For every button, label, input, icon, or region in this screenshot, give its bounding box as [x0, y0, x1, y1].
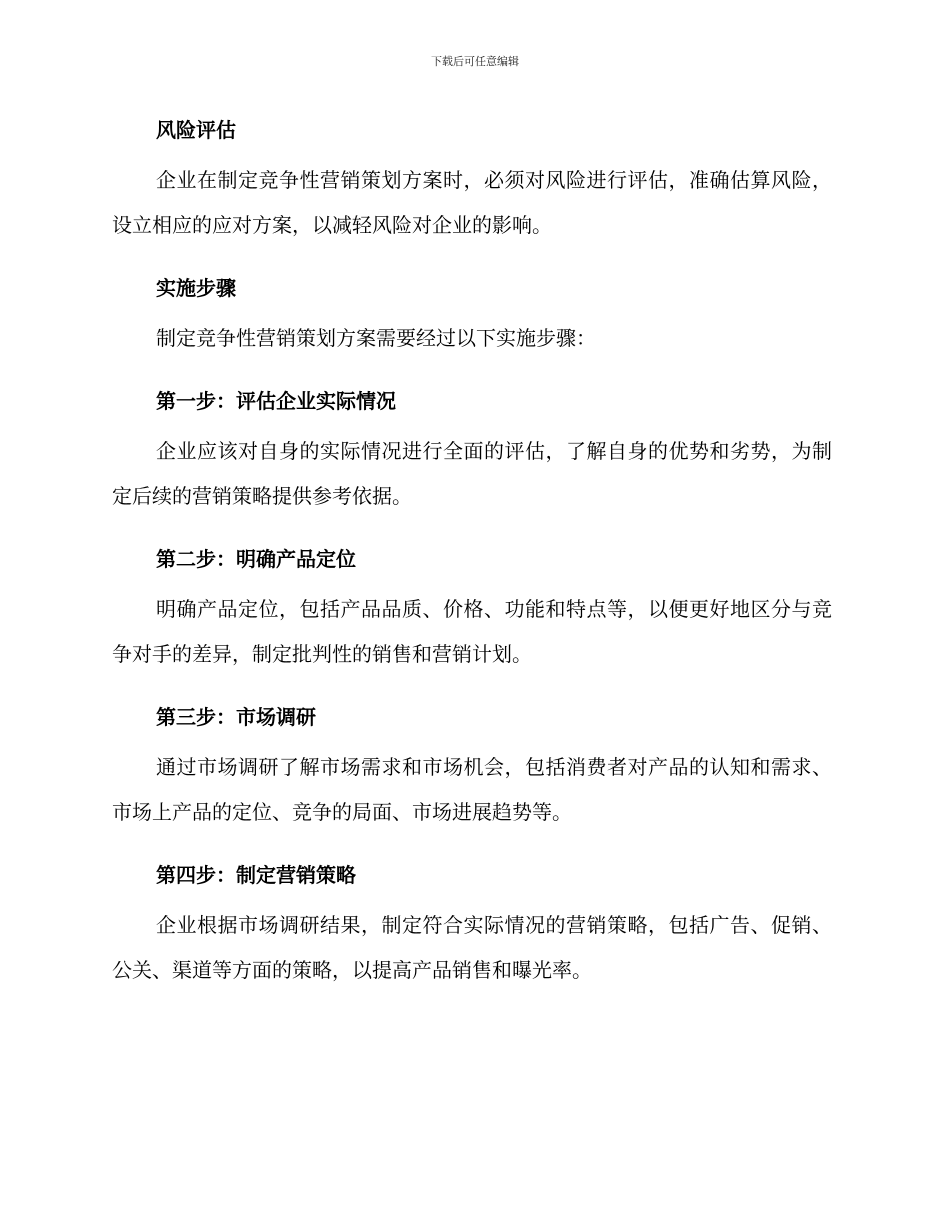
paragraph-step-three: 通过市场调研了解市场需求和市场机会，包括消费者对产品的认知和需求、市场上产品的定位、竞争的局面、市场进展趋势等。 [112, 755, 832, 824]
document-body [112, 112, 832, 993]
section-heading-implementation-steps: 实施步骤 [156, 276, 236, 300]
section-heading-risk-assessment: 风险评估 [156, 118, 236, 142]
section-heading-step-one: 第一步：评估企业实际情况 [156, 389, 396, 413]
section-heading-step-four: 第四步：制定营销策略 [156, 863, 356, 887]
section-heading-step-three: 第三步：市场调研 [156, 705, 316, 729]
section-heading-step-two: 第二步：明确产品定位 [156, 547, 356, 571]
page-header: 下载后可任意编辑 [431, 55, 519, 68]
paragraph-risk-assessment: 企业在制定竞争性营销策划方案时，必须对风险进行评估，准确估算风险，设立相应的应对方案，以减轻风险对企业的影响。 [112, 168, 832, 237]
paragraph-step-four: 企业根据市场调研结果，制定符合实际情况的营销策略，包括广告、促销、公关、渠道等方面的策略，以提高产品销售和曝光率。 [112, 913, 832, 982]
paragraph-step-one: 企业应该对自身的实际情况进行全面的评估，了解自身的优势和劣势，为制定后续的营销策略提供参考依据。 [112, 439, 832, 508]
paragraph-implementation-steps: 制定竞争性营销策划方案需要经过以下实施步骤： [156, 326, 596, 350]
paragraph-step-two: 明确产品定位，包括产品品质、价格、功能和特点等，以便更好地区分与竞争对手的差异，制定批判性的销售和营销计划。 [112, 597, 832, 666]
